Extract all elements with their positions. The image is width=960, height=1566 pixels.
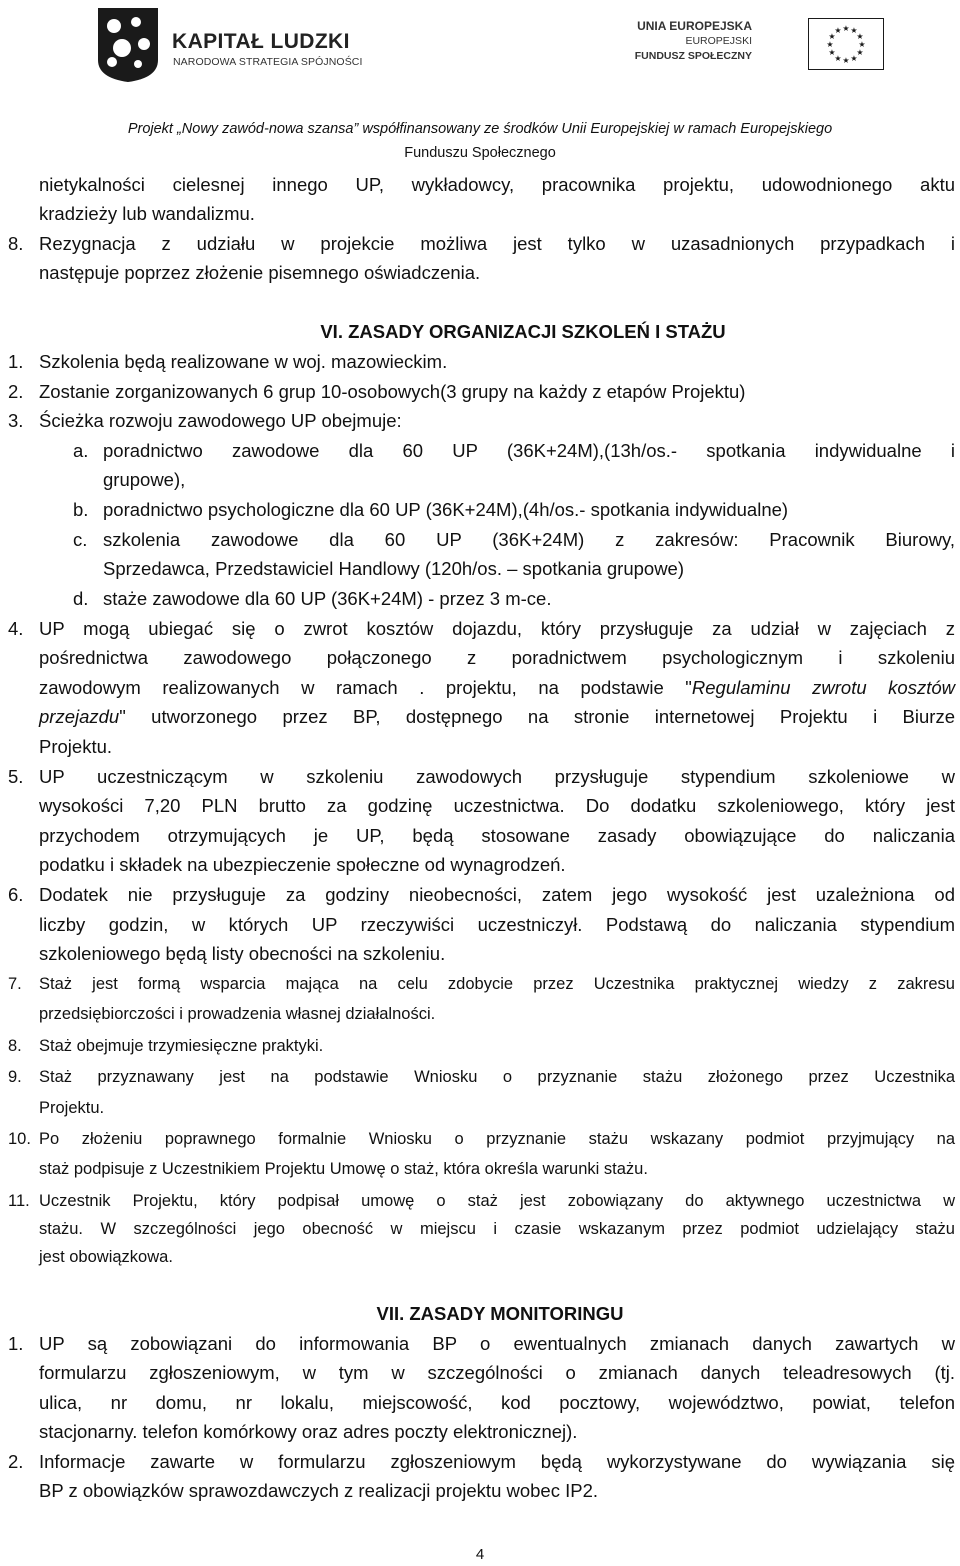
- text-line: przejazdu" utworzonego przez BP, dostępnego na stronie internetowej Projektu i Biurze: [39, 706, 955, 727]
- list-number: 7.: [8, 975, 22, 993]
- section-heading: VII. ZASADY MONITORINGU: [376, 1303, 624, 1324]
- sub-list-item: staże zawodowe dla 60 UP (36K+24M) - przez 3 m-ce.: [103, 588, 552, 609]
- list-number: 4.: [8, 618, 24, 639]
- text-line: przedsiębiorczości i prowadzenia własnej działalności.: [39, 1005, 436, 1023]
- text-line: UP mogą ubiegać się o zwrot kosztów dojazdu, który przysługuje za udział w zajęciach z: [39, 618, 955, 639]
- svg-text:★: ★: [842, 56, 850, 65]
- svg-text:★: ★: [858, 40, 866, 49]
- kapital-ludzki-logo: [92, 4, 363, 84]
- list-number: 2.: [8, 1451, 24, 1472]
- svg-text:★: ★: [834, 26, 842, 35]
- list-number: 5.: [8, 766, 24, 787]
- text-line: Po złożeniu poprawnego formalnie Wniosku o przyznanie stażu wskazany podmiot przyjmujący na: [39, 1130, 955, 1148]
- eu-flag-icon: [808, 18, 884, 70]
- text-line: UP uczestniczącym w szkoleniu zawodowych przysługuje stypendium szkoleniowe w: [39, 766, 955, 787]
- list-number: 10.: [8, 1130, 31, 1148]
- text-line: Staż przyznawany jest na podstawie Wniosku o przyznanie stażu złożonego przez Uczestnika: [39, 1068, 955, 1086]
- eu-logo-line3: FUNDUSZ SPOŁECZNY: [634, 50, 752, 62]
- page-number: 4: [475, 1546, 485, 1563]
- sub-list-letter: a.: [73, 440, 89, 461]
- sub-list-letter: c.: [73, 529, 88, 550]
- svg-text:★: ★: [850, 54, 858, 63]
- text-line: UP są zobowiązani do informowania BP o ewentualnych zmianach danych zawartych w: [39, 1333, 955, 1354]
- text-line: stacjonarny. telefon komórkowy oraz adres poczty elektronicznej).: [39, 1421, 578, 1442]
- list-number: 6.: [8, 884, 24, 905]
- sub-list-item: poradnictwo psychologiczne dla 60 UP (36K+24M),(4h/os.- spotkania indywidualne): [103, 499, 789, 520]
- sub-list-item: grupowe),: [103, 469, 186, 490]
- svg-text:★: ★: [834, 54, 842, 63]
- text-line: zawodowym realizowanych w ramach . projektu, na podstawie "Regulaminu zwrotu kosztów: [39, 677, 955, 698]
- text-line: szkoleniowego będą listy obecności na szkoleniu.: [39, 943, 446, 964]
- project-funding-line: Projekt „Nowy zawód-nowa szansa” współfinansowany ze środków Unii Europejskiej w ramach Europejskiego: [127, 121, 833, 137]
- text-line: Projektu.: [39, 1099, 105, 1117]
- sub-list-letter: d.: [73, 588, 89, 609]
- text-line: następuje poprzez złożenie pisemnego oświadczenia.: [39, 262, 481, 283]
- eu-logo-line1: UNIA EUROPEJSKA: [637, 19, 752, 33]
- svg-text:★: ★: [842, 24, 850, 33]
- kapital-ludzki-name: KAPITAŁ LUDZKI: [172, 30, 350, 53]
- text-line: Projektu.: [39, 736, 113, 757]
- text-line: Informacje zawarte w formularzu zgłoszeniowym będą wykorzystywane do wywiązania się: [39, 1451, 955, 1472]
- eu-logo-line2: EUROPEJSKI: [685, 35, 752, 47]
- sub-list-letter: b.: [73, 499, 89, 520]
- regulation-title: Regulaminu zwrotu kosztów: [691, 677, 955, 698]
- eu-logo: [634, 18, 884, 74]
- section-heading: VI. ZASADY ORGANIZACJI SZKOLEŃ I STAŻU: [320, 321, 726, 342]
- text-line: Staż obejmuje trzymiesięczne praktyki.: [39, 1037, 324, 1055]
- list-number: 9.: [8, 1068, 22, 1086]
- text-line: przychodem otrzymujących je UP, będą stosowane zasady obowiązujące do naliczania: [39, 825, 955, 846]
- svg-text:★: ★: [856, 32, 864, 41]
- text-line: Staż jest formą wsparcia mająca na celu zdobycie przez Uczestnika praktycznej wiedzy z zakresu: [39, 975, 955, 993]
- list-number: 11.: [8, 1192, 30, 1210]
- list-number: 1.: [8, 351, 24, 372]
- text-line: podatku i składek na ubezpieczenie społeczne od wynagrodzeń.: [39, 854, 566, 875]
- text-line: ulica, nr domu, nr lokalu, miejscowość, kod pocztowy, województwo, powiat, telefon: [39, 1392, 955, 1413]
- svg-text:★: ★: [850, 26, 858, 35]
- text-line: Dodatek nie przysługuje za godziny nieobecności, zatem jego wysokość jest uzależniona od: [39, 884, 955, 905]
- text-line: wysokości 7,20 PLN brutto za godzinę uczestnictwa. Do dodatku szkoleniowego, który jest: [39, 795, 955, 816]
- text-line: Rezygnacja z udziału w projekcie możliwa jest tylko w uzasadnionych przypadkach i: [39, 233, 955, 254]
- list-number: 2.: [8, 381, 24, 402]
- svg-text:★: ★: [828, 48, 836, 57]
- svg-text:★: ★: [828, 32, 836, 41]
- text-line: formularzu zgłoszeniowym, w tym w szczególności o zmianach danych teleadresowych (tj.: [39, 1362, 955, 1383]
- text-line: staż podpisuje z Uczestnikiem Projektu Umowę o staż, która określa warunki stażu.: [39, 1160, 648, 1178]
- list-number: 3.: [8, 410, 24, 431]
- list-item: Zostanie zorganizowanych 6 grup 10-osobowych(3 grupy na każdy z etapów Projektu): [39, 381, 746, 402]
- list-number: 8.: [8, 1037, 22, 1055]
- text-line: Uczestnik Projektu, który podpisał umowę o staż jest zobowiązany do aktywnego uczestnictwa w: [39, 1192, 955, 1210]
- kapital-ludzki-subtitle: NARODOWA STRATEGIA SPÓJNOŚCI: [173, 56, 363, 68]
- text-line: stażu. W szczególności jego obecność w miejscu i czasie wskazanym przez podmiot udzielający stażu: [39, 1220, 955, 1238]
- list-number: 8.: [8, 233, 24, 254]
- svg-text:★: ★: [856, 48, 864, 57]
- sub-list-item: Sprzedawca, Przedstawiciel Handlowy (120h/os. – spotkania grupowe): [103, 558, 684, 579]
- text-line: jest obowiązkowa.: [39, 1248, 173, 1266]
- list-number: 1.: [8, 1333, 24, 1354]
- sub-list-item: poradnictwo zawodowe dla 60 UP (36K+24M),(13h/os.- spotkania indywidualne i: [103, 440, 955, 461]
- regulation-title: przejazdu: [39, 706, 120, 727]
- text-line: nietykalności cielesnej innego UP, wykładowcy, pracownika projektu, udowodnionego aktu: [39, 174, 955, 195]
- text-line: liczby godzin, w których UP rzeczywiści uczestniczył. Podstawą do naliczania stypendium: [39, 914, 955, 935]
- svg-text:★: ★: [826, 40, 834, 49]
- list-item: Ścieżka rozwoju zawodowego UP obejmuje:: [39, 410, 402, 431]
- text-line: pośrednictwa zawodowego połączonego z poradnictwem psychologicznym i szkoleniu: [39, 647, 955, 668]
- list-item: Szkolenia będą realizowane w woj. mazowieckim.: [39, 351, 448, 372]
- text-line: BP z obowiązków sprawozdawczych z realizacji projektu wobec IP2.: [39, 1480, 599, 1501]
- project-funding-line-2: Funduszu Społecznego: [404, 145, 556, 161]
- text-line: kradzieży lub wandalizmu.: [39, 203, 255, 224]
- sub-list-item: szkolenia zawodowe dla 60 UP (36K+24M) z zakresów: Pracownik Biurowy,: [103, 529, 955, 550]
- kapital-ludzki-emblem-icon: [92, 4, 164, 84]
